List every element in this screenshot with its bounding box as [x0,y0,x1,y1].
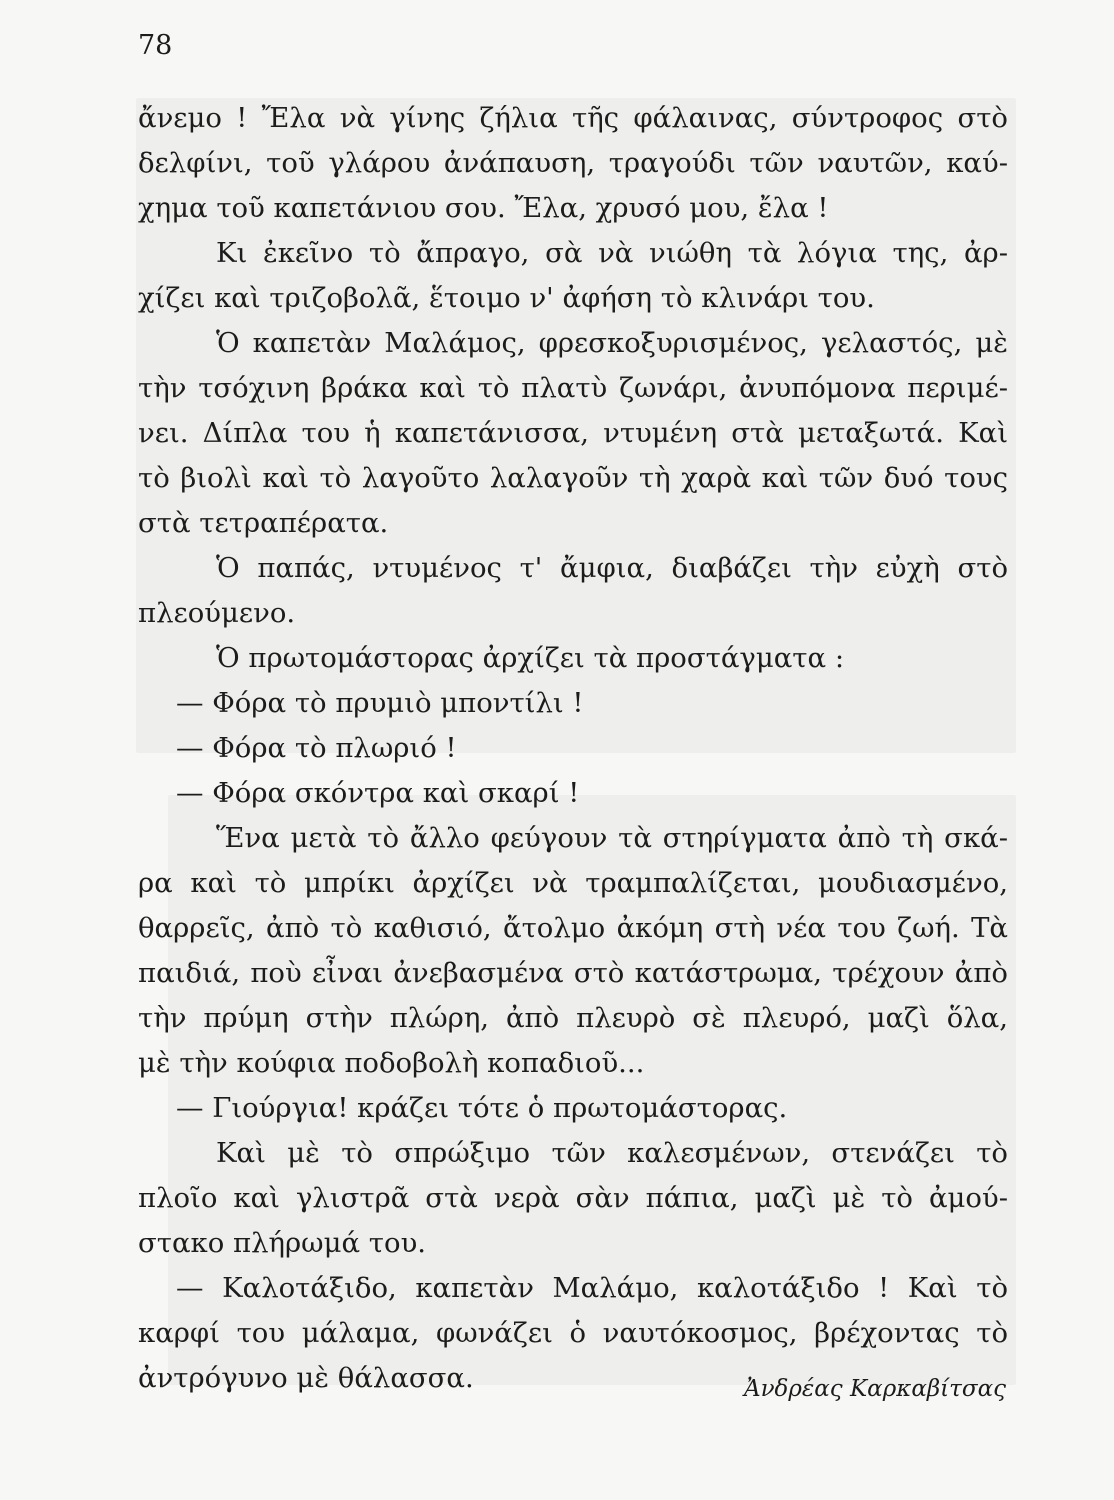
text-line: Καὶ μὲ τὸ σπρώξιμο τῶν καλεσμένων, στενάζει τὸ [216,1137,1008,1169]
text-line: πλεούμενο. [138,597,296,629]
text-line: Ὁ καπετὰν Μαλάμος, φρεσκοξυρισμένος, γελαστός, μὲ [216,327,1008,359]
text-line: καρφί του μάλαμα, φωνάζει ὁ ναυτόκοσμος, βρέχοντας τὸ [138,1317,1008,1349]
text-line: ἄνεμο ! Ἔλα νὰ γίνης ζήλια τῆς φάλαινας, σύντροφος στὸ [138,102,1008,134]
dialog-line: — Φόρα τὸ πλωριό ! [176,732,457,764]
text-line: Ὁ παπάς, ντυμένος τ' ἄμφια, διαβάζει τὴν εὐχὴ στὸ [216,552,1008,584]
text-line: τὴν τσόχινη βράκα καὶ τὸ πλατὺ ζωνάρι, ἀνυπόμονα περιμέ- [138,372,1008,404]
author-signature: Ἀνδρέας Καρκαβίτσας [743,1376,1006,1402]
text-line: Κι ἐκεῖνο τὸ ἄπραγο, σὰ νὰ νιώθη τὰ λόγια της, ἀρ- [216,237,1008,269]
text-line: μὲ τὴν κούφια ποδοβολὴ κοπαδιοῦ... [138,1047,645,1079]
text-line: Ὁ πρωτομάστορας ἀρχίζει τὰ προστάγματα : [216,642,845,674]
text-line: παιδιά, ποὺ εἶναι ἀνεβασμένα στὸ κατάστρωμα, τρέχουν ἀπὸ [138,957,1008,989]
text-line: θαρρεῖς, ἀπὸ τὸ καθισιό, ἄτολμο ἀκόμη στὴ νέα του ζωή. Τὰ [138,912,1008,944]
text-line: χίζει καὶ τριζοβολᾶ, ἕτοιμο ν' ἀφήση τὸ κλινάρι του. [138,282,875,314]
page-number: 78 [138,30,173,61]
text-line: στὰ τετραπέρατα. [138,507,389,539]
text-line: ρα καὶ τὸ μπρίκι ἀρχίζει νὰ τραμπαλίζεται, μουδιασμένο, [138,867,1008,899]
text-line: νει. Δίπλα του ἡ καπετάνισσα, ντυμένη στὰ μεταξωτά. Καὶ [138,417,1008,449]
text-line: τὴν πρύμη στὴν πλώρη, ἀπὸ πλευρὸ σὲ πλευρό, μαζὶ ὅλα, [138,1002,1008,1034]
text-line: δελφίνι, τοῦ γλάρου ἀνάπαυση, τραγούδι τῶν ναυτῶν, καύ- [138,147,1008,179]
dialog-line: — Γιούργια! κράζει τότε ὁ πρωτομάστορας. [176,1092,788,1124]
text-line: στακο πλήρωμά του. [138,1227,427,1259]
dialog-line: — Φόρα τὸ πρυμιὸ μποντίλι ! [176,687,584,719]
dialog-line: — Φόρα σκόντρα καὶ σκαρί ! [176,777,580,809]
text-line: ἀντρόγυνο μὲ θάλασσα. [138,1362,474,1394]
text-line: χημα τοῦ καπετάνιου σου. Ἔλα, χρυσό μου, ἔλα ! [138,192,829,224]
text-line: πλοῖο καὶ γλιστρᾶ στὰ νερὰ σὰν πάπια, μαζὶ μὲ τὸ ἀμού- [138,1182,1008,1214]
text-line: Ἕνα μετὰ τὸ ἄλλο φεύγουν τὰ στηρίγματα ἀπὸ τὴ σκά- [216,822,1008,854]
dialog-line: — Καλοτάξιδο, καπετὰν Μαλάμο, καλοτάξιδο ! Καὶ τὸ [176,1272,1008,1304]
text-line: τὸ βιολὶ καὶ τὸ λαγοῦτο λαλαγοῦν τὴ χαρὰ καὶ τῶν δυό τους [138,462,1008,494]
